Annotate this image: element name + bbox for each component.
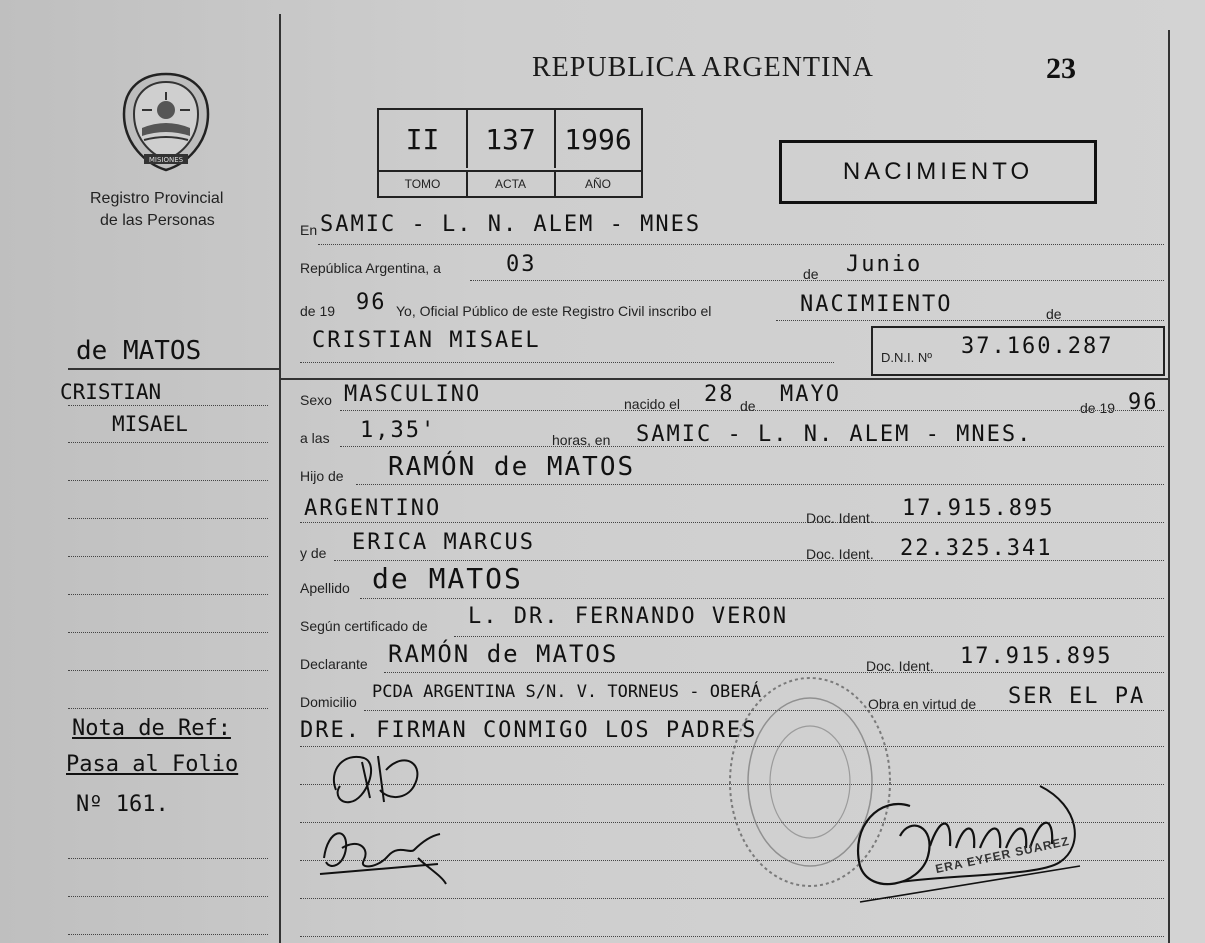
declarante-doc-label: Doc. Ident.: [866, 658, 934, 674]
form-rule: [340, 410, 1164, 411]
obra-value: SER EL PA: [1008, 684, 1146, 709]
form-mid-rule: [280, 378, 1170, 380]
birth-year-value: 96: [1128, 390, 1159, 415]
day-value: 03: [506, 252, 537, 277]
registry-name-line2: de las Personas: [100, 212, 215, 229]
nacido-label: nacido el: [624, 396, 681, 412]
obra-label: Obra en virtud de: [868, 696, 977, 712]
dni-box: [871, 326, 1165, 376]
yde-label: y de: [300, 545, 327, 561]
republica-label: República Argentina, a: [300, 260, 441, 276]
sidebar-given-name-1: CRISTIAN: [60, 380, 162, 404]
dni-label: D.N.I. Nº: [881, 350, 932, 365]
mother-signature-icon: [318, 818, 458, 888]
sidebar-top-rule: [68, 368, 280, 370]
page-number: 23: [1046, 52, 1076, 85]
dni-value: 37.160.287: [961, 334, 1114, 359]
registrant-name: CRISTIAN MISAEL: [312, 328, 541, 353]
year-value: 96: [356, 290, 387, 315]
sidebar-rule: [68, 934, 268, 935]
anio-label: AÑO: [555, 170, 641, 196]
birth-month-value: MAYO: [780, 382, 841, 407]
segun-label: Según certificado de: [300, 618, 428, 634]
birth-day-value: 28: [704, 382, 735, 407]
tomo-label: TOMO: [379, 170, 468, 196]
en-value: SAMIC - L. N. ALEM - MNES: [320, 212, 702, 237]
year-prefix-label: de 19: [300, 303, 336, 319]
sexo-label: Sexo: [300, 392, 332, 408]
anio-value: 1996: [564, 122, 632, 156]
sidebar-note-line2: Pasa al Folio: [66, 752, 239, 777]
father-doc-label: Doc. Ident.: [806, 510, 874, 526]
sidebar-rule: [68, 670, 268, 671]
tomo-value: II: [379, 110, 468, 168]
form-rule: [318, 244, 1164, 245]
form-rule: [356, 484, 1164, 485]
alas-label: a las: [300, 430, 330, 446]
hour-value: 1,35': [360, 418, 437, 443]
hijo-label: Hijo de: [300, 468, 344, 484]
sidebar-rule: [68, 858, 268, 859]
month-value: Junio: [846, 252, 923, 277]
sidebar-surname: de MATOS: [76, 336, 202, 366]
sidebar-rule: [68, 480, 268, 481]
sexo-value: MASCULINO: [344, 382, 482, 407]
obra-value-continued: DRE. FIRMAN CONMIGO LOS PADRES: [300, 718, 758, 743]
form-rule: [360, 598, 1164, 599]
left-column-divider: [279, 14, 281, 943]
mother-doc-label: Doc. Ident.: [806, 546, 874, 562]
birth-de-label: de: [740, 398, 756, 414]
sidebar-rule: [68, 594, 268, 595]
sidebar-rule: [68, 518, 268, 519]
act-value: NACIMIENTO: [800, 292, 953, 317]
declarante-label: Declarante: [300, 656, 368, 672]
form-rule: [340, 446, 1164, 447]
official-statement-label: Yo, Oficial Público de este Registro Civil inscribo el: [396, 303, 712, 319]
mother-value: ERICA MARCUS: [352, 530, 535, 555]
right-border: [1168, 30, 1170, 943]
father-value: RAMÓN de MATOS: [388, 452, 636, 482]
register-box: [377, 108, 643, 198]
apellido-value: de MATOS: [372, 562, 523, 595]
horas-label: horas, en: [552, 432, 611, 448]
svg-text:MISIONES: MISIONES: [148, 156, 184, 164]
acta-value: 137: [467, 110, 556, 168]
official-stamp-text: ERA EYFER SUAREZ: [934, 833, 1071, 877]
form-rule: [454, 636, 1164, 637]
birth-year-prefix: de 19: [1080, 400, 1116, 416]
domicilio-label: Domicilio: [300, 694, 357, 710]
sidebar-note-line1: Nota de Ref:: [72, 716, 231, 741]
registry-name-line1: Registro Provincial: [90, 190, 224, 207]
sidebar-rule: [68, 405, 268, 406]
country-title: REPUBLICA ARGENTINA: [532, 52, 874, 83]
declarant-signature-icon: [326, 740, 436, 810]
month-de-label: de: [803, 266, 819, 282]
mother-doc-value: 22.325.341: [900, 536, 1053, 561]
sidebar-note-line3: Nº 161.: [76, 792, 169, 817]
father-nationality: ARGENTINO: [304, 496, 442, 521]
acta-label: ACTA: [467, 170, 556, 196]
form-rule: [300, 522, 1164, 523]
sidebar-rule: [68, 896, 268, 897]
sidebar-rule: [68, 442, 268, 443]
father-doc-value: 17.915.895: [902, 496, 1055, 521]
form-rule: [776, 320, 1164, 321]
document-type-box: NACIMIENTO: [779, 140, 1097, 204]
apellido-label: Apellido: [300, 580, 350, 596]
domicilio-value: PCDA ARGENTINA S/N. V. TORNEUS - OBERÁ: [372, 682, 761, 702]
act-de-label: de: [1046, 306, 1062, 322]
certificate-value: L. DR. FERNANDO VERON: [468, 604, 789, 629]
form-rule: [300, 362, 834, 363]
sidebar-given-name-2: MISAEL: [112, 412, 188, 436]
sidebar-rule: [68, 708, 268, 709]
form-rule: [334, 560, 1164, 561]
en-label: En: [300, 222, 318, 238]
sidebar-rule: [68, 632, 268, 633]
declarante-doc-value: 17.915.895: [960, 644, 1113, 669]
form-rule: [300, 936, 1164, 937]
provincia-misiones-seal-icon: [120, 70, 212, 172]
declarante-value: RAMÓN de MATOS: [388, 640, 619, 668]
place-value: SAMIC - L. N. ALEM - MNES.: [636, 422, 1033, 447]
form-rule: [470, 280, 1164, 281]
sidebar-rule: [68, 556, 268, 557]
